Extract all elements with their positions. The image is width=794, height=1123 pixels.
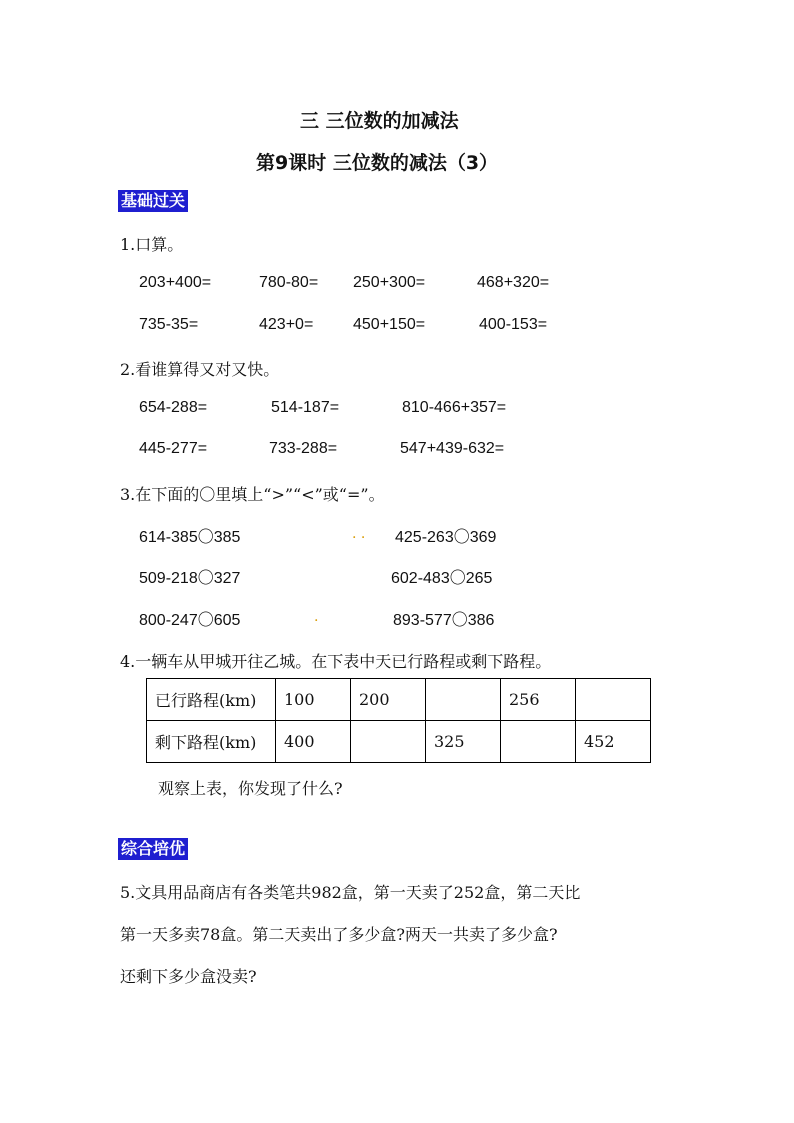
table-cell: 452 [576, 721, 651, 763]
q3-comparison: 614-385〇385 [139, 529, 241, 546]
question-4-followup: 观察上表，你发现了什么? [158, 779, 343, 798]
lesson-title: 第9课时 三位数的减法（3） [256, 152, 499, 174]
q1-expression: 250+300= [353, 274, 426, 291]
table-cell [576, 679, 651, 721]
question-3-label: 3.在下面的〇里填上“>”“<”或“=”。 [120, 485, 385, 504]
table-cell: 256 [501, 679, 576, 721]
table-row-header: 已行路程(km) [147, 679, 276, 721]
q2-expression: 514-187= [271, 399, 340, 416]
table-row [147, 679, 651, 721]
table-cell: 400 [276, 721, 351, 763]
q1-expression: 780-80= [259, 274, 319, 291]
q1-expression: 450+150= [353, 316, 426, 333]
table-cell: 200 [351, 679, 426, 721]
table-cell: 325 [426, 721, 501, 763]
q3-comparison: 425-263〇369 [395, 529, 497, 546]
q1-expression: 423+0= [259, 316, 314, 333]
question-1-label: 1.口算。 [120, 235, 184, 254]
table-cell: 100 [276, 679, 351, 721]
question-4-label: 4.一辆车从甲城开往乙城。在下表中天已行路程或剩下路程。 [120, 652, 552, 671]
question-2-label: 2.看谁算得又对又快。 [120, 360, 280, 379]
q2-expression: 733-288= [269, 440, 338, 457]
q1-expression: 468+320= [477, 274, 550, 291]
section-tag-basic: 基础过关 [118, 190, 188, 212]
stray-dot: . . [352, 526, 366, 542]
unit-title: 三 三位数的加减法 [300, 110, 459, 132]
table-row [147, 721, 651, 763]
q2-expression: 654-288= [139, 399, 208, 416]
q3-comparison: 602-483〇265 [391, 570, 493, 587]
q3-comparison: 509-218〇327 [139, 570, 241, 587]
question-5-line: 5.文具用品商店有各类笔共982盒，第一天卖了252盒，第二天比 [120, 883, 581, 902]
q1-expression: 735-35= [139, 316, 199, 333]
table-cell [426, 679, 501, 721]
question-5-line: 第一天多卖78盒。第二天卖出了多少盒?两天一共卖了多少盒? [120, 925, 558, 944]
q3-comparison: 893-577〇386 [393, 612, 495, 629]
distance-table [146, 678, 651, 763]
question-5-line: 还剩下多少盒没卖? [120, 967, 257, 986]
q2-expression: 547+439-632= [400, 440, 505, 457]
q1-expression: 400-153= [479, 316, 548, 333]
stray-dot: . [314, 609, 319, 625]
section-tag-advanced: 综合培优 [118, 838, 188, 860]
q3-comparison: 800-247〇605 [139, 612, 241, 629]
q2-expression: 445-277= [139, 440, 208, 457]
q2-expression: 810-466+357= [402, 399, 507, 416]
table-cell [501, 721, 576, 763]
table-cell [351, 721, 426, 763]
q1-expression: 203+400= [139, 274, 212, 291]
table-row-header: 剩下路程(km) [147, 721, 276, 763]
